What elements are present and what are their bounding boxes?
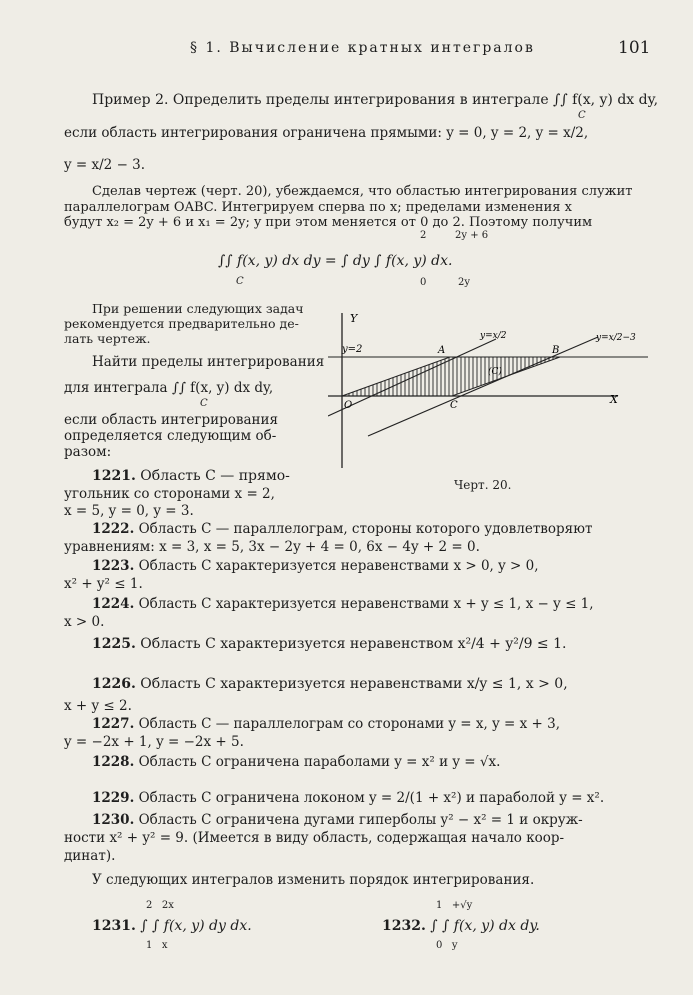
origin-label: O [344,400,353,411]
problem-text: Область C характеризуется неравенствами x > 0, y > 0, [138,558,539,574]
problem-1227 [92,716,560,733]
problem-number: 1231. [92,918,136,934]
p1231-upper-limits: 2 2x [146,900,174,911]
problem-number: 1227. [92,716,135,732]
point-b-label: B [552,345,560,356]
x-axis-label: X [610,393,618,406]
line-y2-label: y=2 [342,344,363,355]
problem-text: Область C ограничена локоном y = 2/(1 + x²) и параболой y = x². [138,790,605,806]
formula-subscript: C [236,276,244,287]
problem-1224-line-2: x > 0. [64,614,105,630]
problem-1221-line-3: x = 5, y = 0, y = 3. [64,503,194,519]
problem-1226 [92,676,568,693]
problem-1226-line-2: x + y ≤ 2. [64,698,132,714]
problem-1232 [382,918,540,935]
point-c-label: C [450,400,458,411]
outer-upper-limit: 2 [420,230,427,241]
problem-text: Область C характеризуется неравенствами x/y ≤ 1, x > 0, [140,676,568,692]
y-axis-label: Y [350,312,358,325]
example-para-3: будут x₂ = 2y + 6 и x₁ = 2y; y при этом меняется от 0 до 2. Поэтому получим [64,215,593,230]
hint-line-2: рекомендуется предварительно де- [64,316,299,331]
example-line-1: Пример 2. Определить пределы интегрирования в интеграле ∫∫ f(x, y) dx dy, [92,92,659,108]
point-a-label: A [438,345,446,356]
task-line-1: Найти пределы интегрирования [92,354,325,370]
example-line-2: если область интегрирования ограничена прямыми: y = 0, y = 2, y = x/2, [64,125,589,141]
problem-number: 1230. [92,812,135,828]
problem-number: 1225. [92,636,136,652]
task-line-3: если область интегрирования [64,412,279,428]
example-para-1: Сделав чертеж (черт. 20), убеждаемся, что областью интегрирования служит [92,184,633,199]
problem-number: 1223. [92,558,135,574]
task-line-5: разом: [64,444,112,460]
problem-number: 1232. [382,918,426,934]
example-line-3: y = x/2 − 3. [64,157,146,173]
p1231-lower-limits: 1 x [146,940,168,951]
example-line-1-subscript: C [578,110,586,121]
hint-line-3: лать чертеж. [64,331,151,346]
task-line-2: для интеграла ∫∫ f(x, y) dx dy, [64,380,274,396]
figure-caption: Черт. 20. [454,478,512,492]
problem-text: Область C характеризуется неравенством x²/4 + y²/9 ≤ 1. [140,636,567,652]
region-parallelogram [342,357,560,396]
problem-number: 1224. [92,596,135,612]
problem-text: Область C ограничена дугами гиперболы y² − x² = 1 и окруж- [138,812,583,828]
problem-1225 [92,636,566,653]
problem-number: 1226. [92,676,136,692]
main-formula: ∫∫ f(x, y) dx dy = ∫ dy ∫ f(x, y) dx. [218,253,453,269]
problem-1230-line-3: динат). [64,848,116,864]
problem-1230-line-2: ности x² + y² = 9. (Имеется в виду область, содержащая начало коор- [64,830,565,846]
p1232-lower-limits: 0 y [436,940,458,951]
problem-number: 1222. [92,521,135,537]
running-header: § 1. Вычисление кратных интегралов [190,40,535,56]
problem-1230 [92,812,583,829]
hint-line-1: При решении следующих задач [92,301,304,316]
inner-upper-limit: 2y + 6 [455,230,489,241]
problem-1228 [92,754,500,771]
line2-label: y=x/2−3 [596,333,636,343]
problem-number: 1221. [92,468,136,484]
problem-number: 1228. [92,754,135,770]
problem-1222 [92,521,592,538]
problem-text: Область C — прямо- [140,468,290,484]
problem-1229 [92,790,604,807]
problem-text: Область C — параллелограм со сторонами y = x, y = x + 3, [138,716,560,732]
problem-1223 [92,558,539,575]
problem-text: Область C ограничена параболами y = x² и y = √x. [138,754,501,770]
p1232-upper-limits: 1 +√y [436,900,473,911]
line1-label: y=x/2 [480,331,507,341]
problem-text: Область C — параллелограм, стороны которого удовлетворяют [138,521,593,537]
outer-lower-limit: 0 [420,277,427,288]
problem-expression: ∫ ∫ f(x, y) dx dy. [430,918,540,934]
inner-lower-limit: 2y [458,277,471,288]
problem-1223-line-2: x² + y² ≤ 1. [64,576,143,592]
page-number: 101 [618,38,651,58]
problem-1221 [92,468,290,485]
region-label: (C) [488,367,502,377]
problem-text: Область C характеризуется неравенствами x + y ≤ 1, x − y ≤ 1, [138,596,594,612]
problem-number: 1229. [92,790,135,806]
problem-expression: ∫ ∫ f(x, y) dy dx. [140,918,252,934]
figure-20 [328,308,664,468]
problem-1224 [92,596,594,613]
problem-1221-line-2: угольник со сторонами x = 2, [64,486,275,502]
change-order-heading: У следующих интегралов изменить порядок интегрирования. [92,872,535,888]
problem-1227-line-2: y = −2x + 1, y = −2x + 5. [64,734,244,750]
problem-1222-line-2: уравнениям: x = 3, x = 5, 3x − 2y + 4 = 0, 6x − 4y + 2 = 0. [64,539,480,555]
problem-1231 [92,918,252,935]
task-subscript: C [200,398,208,409]
example-para-2: параллелограм OABC. Интегрируем сперва по x; пределами изменения x [64,200,572,215]
task-line-4: определяется следующим об- [64,428,277,444]
